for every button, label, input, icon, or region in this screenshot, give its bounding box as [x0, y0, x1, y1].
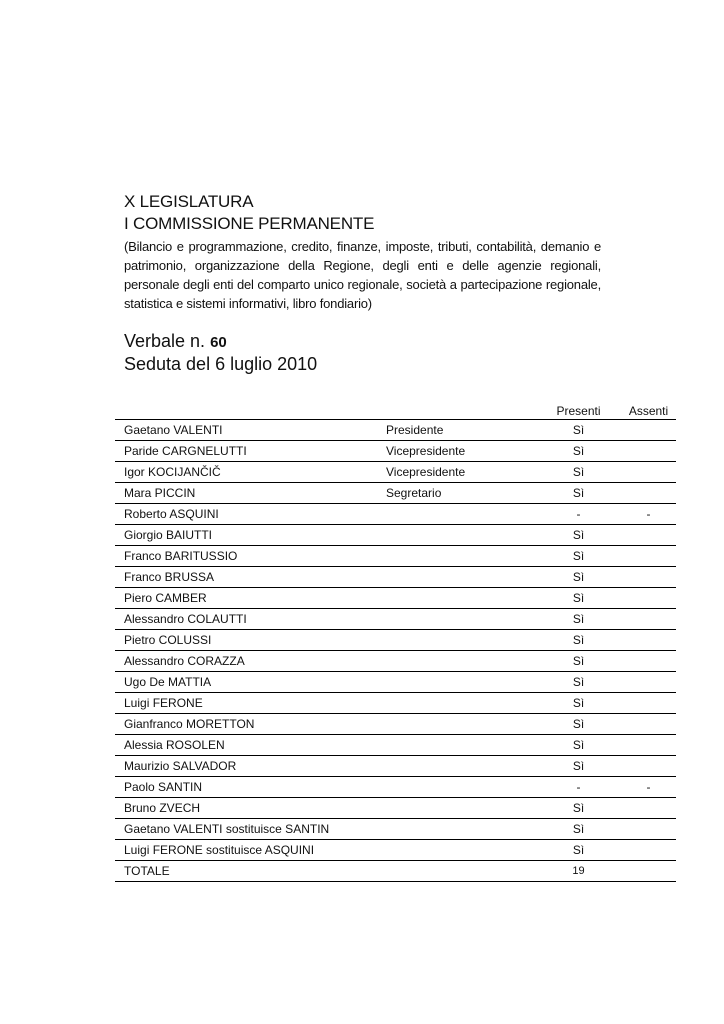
member-role — [386, 735, 536, 756]
member-name: Igor KOCIJANČIČ — [115, 462, 386, 483]
table-row — [115, 504, 676, 525]
commission-description: (Bilancio e programmazione, credito, finanze, imposte, tributi, contabilità, demanio e patrimonio, organizzazione della Regione, degli enti e delle agenzie regionali, personale degli enti del comparto unico regionale, società a partecipazione regionale, statistica e sistemi informativi, libro fondiario) — [124, 239, 601, 311]
document-header — [124, 191, 601, 313]
table-row — [115, 714, 676, 735]
total-row — [115, 861, 676, 882]
member-role — [386, 504, 536, 525]
table-row — [115, 483, 676, 504]
assente-cell — [621, 588, 676, 609]
member-role: Vicepresidente — [386, 462, 536, 483]
member-name: Gianfranco MORETTON — [115, 714, 386, 735]
member-name: Ugo De MATTIA — [115, 672, 386, 693]
attendance-table — [115, 400, 676, 882]
member-name: Maurizio SALVADOR — [115, 756, 386, 777]
table-row — [115, 819, 676, 840]
assente-cell — [621, 714, 676, 735]
column-presenti: Presenti — [536, 400, 621, 420]
assente-cell — [621, 462, 676, 483]
member-role — [386, 798, 536, 819]
presente-cell: Sì — [536, 693, 621, 714]
assente-cell — [621, 693, 676, 714]
member-role — [386, 546, 536, 567]
table-row — [115, 777, 676, 798]
presente-cell: Sì — [536, 756, 621, 777]
table-row — [115, 630, 676, 651]
table-row — [115, 441, 676, 462]
assente-cell — [621, 798, 676, 819]
table-row — [115, 588, 676, 609]
member-role — [386, 588, 536, 609]
table-row — [115, 462, 676, 483]
member-role: Presidente — [386, 420, 536, 441]
presente-cell: Sì — [536, 546, 621, 567]
member-name: Alessia ROSOLEN — [115, 735, 386, 756]
presente-cell: Sì — [536, 420, 621, 441]
assente-cell — [621, 672, 676, 693]
presente-cell: Sì — [536, 819, 621, 840]
table-row — [115, 693, 676, 714]
table-row — [115, 546, 676, 567]
assente-cell — [621, 420, 676, 441]
member-name: Roberto ASQUINI — [115, 504, 386, 525]
member-role — [386, 651, 536, 672]
presente-cell: Sì — [536, 483, 621, 504]
assente-cell — [621, 756, 676, 777]
assente-cell — [621, 651, 676, 672]
verbale-number: 60 — [210, 334, 227, 351]
assente-cell: - — [621, 504, 676, 525]
table-row — [115, 567, 676, 588]
table-row — [115, 672, 676, 693]
commission-title: I COMMISSIONE PERMANENTE — [124, 214, 375, 233]
member-role — [386, 630, 536, 651]
member-name: Pietro COLUSSI — [115, 630, 386, 651]
assente-cell — [621, 819, 676, 840]
member-name: Gaetano VALENTI — [115, 420, 386, 441]
table-row — [115, 420, 676, 441]
member-role — [386, 672, 536, 693]
assente-cell — [621, 735, 676, 756]
assente-cell — [621, 840, 676, 861]
member-name: Paride CARGNELUTTI — [115, 441, 386, 462]
assente-cell — [621, 441, 676, 462]
presente-cell: Sì — [536, 441, 621, 462]
presente-cell: Sì — [536, 609, 621, 630]
presente-cell: - — [536, 504, 621, 525]
verbale-number-line — [124, 330, 227, 354]
member-name: Piero CAMBER — [115, 588, 386, 609]
presente-cell: - — [536, 777, 621, 798]
member-role — [386, 609, 536, 630]
presente-cell: Sì — [536, 525, 621, 546]
member-name: Franco BRUSSA — [115, 567, 386, 588]
member-name: Luigi FERONE — [115, 693, 386, 714]
presente-cell: Sì — [536, 651, 621, 672]
member-role — [386, 756, 536, 777]
member-role — [386, 714, 536, 735]
legislature-title: X LEGISLATURA — [124, 192, 254, 211]
member-name: Paolo SANTIN — [115, 777, 386, 798]
table-header-row — [115, 400, 676, 420]
column-assenti: Assenti — [621, 400, 676, 420]
member-name: Bruno ZVECH — [115, 798, 386, 819]
member-role — [386, 693, 536, 714]
presente-cell: Sì — [536, 630, 621, 651]
member-role: Segretario — [386, 483, 536, 504]
assente-cell — [621, 609, 676, 630]
table-row — [115, 798, 676, 819]
presente-cell: Sì — [536, 735, 621, 756]
member-name: Gaetano VALENTI sostituisce SANTIN — [115, 819, 386, 840]
member-name: Luigi FERONE sostituisce ASQUINI — [115, 840, 386, 861]
table-row — [115, 651, 676, 672]
member-role — [386, 777, 536, 798]
assente-cell — [621, 546, 676, 567]
presente-cell: Sì — [536, 567, 621, 588]
assente-cell — [621, 483, 676, 504]
attendance-rows — [115, 420, 676, 861]
member-role — [386, 840, 536, 861]
table-row — [115, 840, 676, 861]
member-role — [386, 567, 536, 588]
presente-cell: Sì — [536, 588, 621, 609]
table-row — [115, 756, 676, 777]
presente-cell: Sì — [536, 840, 621, 861]
assente-cell — [621, 525, 676, 546]
presente-cell: Sì — [536, 462, 621, 483]
member-name: Giorgio BAIUTTI — [115, 525, 386, 546]
member-name: Alessandro CORAZZA — [115, 651, 386, 672]
total-value: 19 — [536, 861, 621, 882]
assente-cell: - — [621, 777, 676, 798]
session-date: Seduta del 6 luglio 2010 — [124, 354, 318, 374]
member-role: Vicepresidente — [386, 441, 536, 462]
assente-cell — [621, 630, 676, 651]
member-role — [386, 819, 536, 840]
total-label: TOTALE — [115, 861, 386, 882]
table-row — [115, 609, 676, 630]
presente-cell: Sì — [536, 798, 621, 819]
verbale-label: Verbale n. — [124, 331, 206, 351]
member-name: Alessandro COLAUTTI — [115, 609, 386, 630]
presente-cell: Sì — [536, 672, 621, 693]
member-role — [386, 525, 536, 546]
table-row — [115, 735, 676, 756]
member-name: Franco BARITUSSIO — [115, 546, 386, 567]
assente-cell — [621, 567, 676, 588]
presente-cell: Sì — [536, 714, 621, 735]
member-name: Mara PICCIN — [115, 483, 386, 504]
table-row — [115, 525, 676, 546]
